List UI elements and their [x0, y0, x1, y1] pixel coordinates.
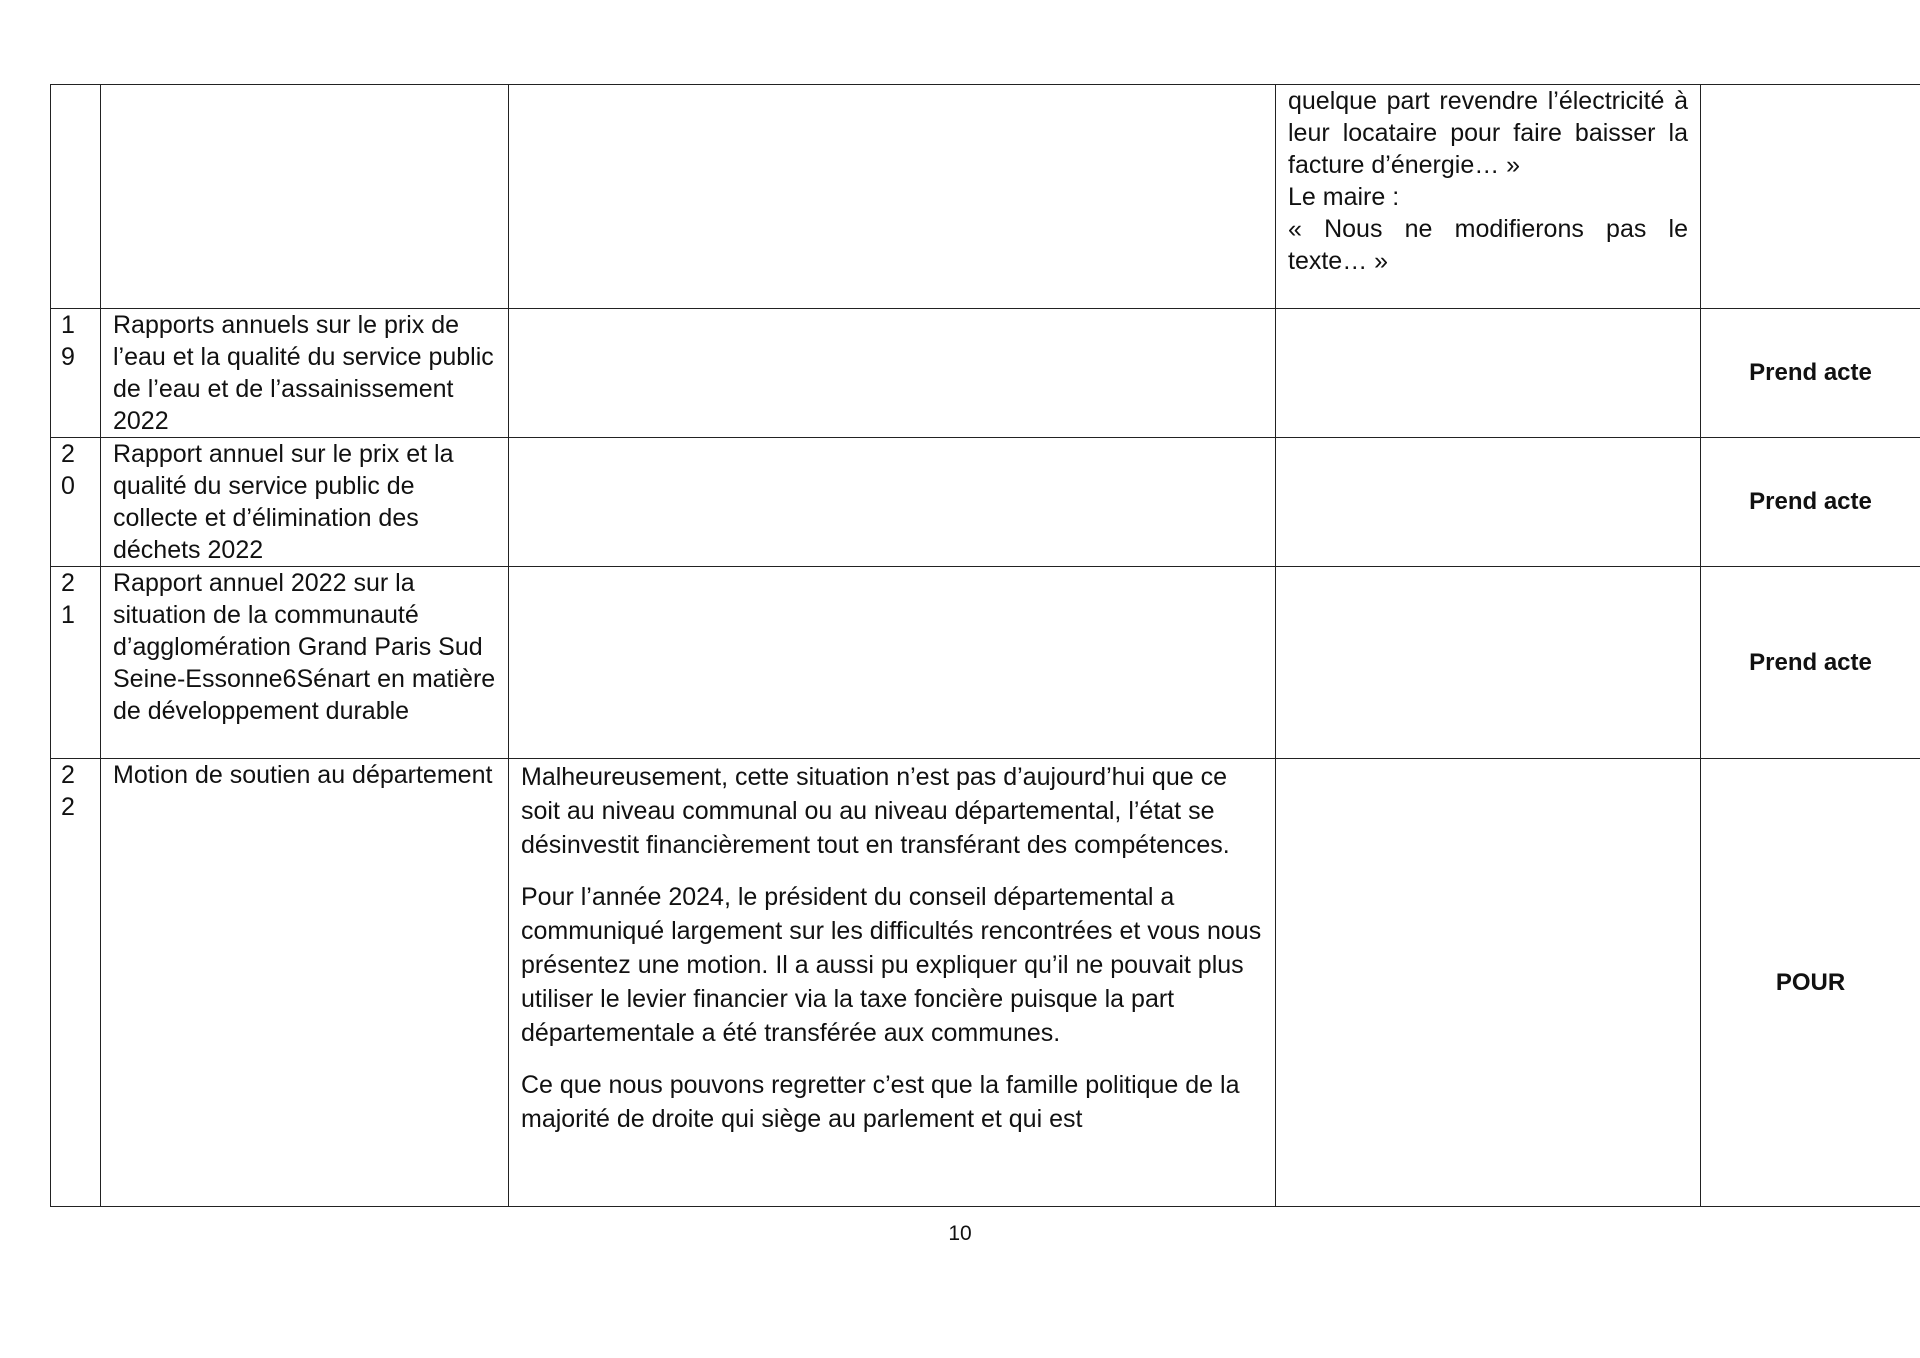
vote-cell: Prend acte — [1701, 438, 1920, 567]
item-number-cell — [51, 85, 101, 309]
minutes-table — [50, 84, 1920, 1207]
page-number: 10 — [948, 1222, 972, 1245]
intervention-paragraph: Pour l’année 2024, le président du conseil départemental a communiqué largement sur les difficultés rencontrées et vous nous présentez une motion. Il a aussi pu expliquer qu’il ne pouvait plus utiliser le levier financier via la taxe foncière puisque la part départementale a été transférée aux communes. — [521, 883, 1262, 1047]
item-number-digit: 1 — [61, 601, 75, 629]
item-number-digit: 2 — [61, 793, 75, 821]
table-row-continuation — [51, 85, 1920, 309]
vote-cell: Prend acte — [1701, 309, 1920, 438]
intervention-paragraph: Malheureusement, cette situation n’est pas d’aujourd’hui que ce soit au niveau communal ou au niveau départemental, l’état se désinvestit financièrement tout en transférant des compétences. — [521, 763, 1230, 859]
vote-cell: Prend acte — [1701, 567, 1920, 759]
remark-cell — [1276, 759, 1701, 1207]
remark-cell — [1276, 438, 1701, 567]
intervention-paragraph: Ce que nous pouvons regretter c’est que la famille politique de la majorité de droite qui siège au parlement et qui est — [521, 1071, 1240, 1133]
intervention-cell — [509, 567, 1276, 759]
vote-cell — [1701, 85, 1920, 309]
item-number-cell — [51, 438, 101, 567]
remark-cell — [1276, 567, 1701, 759]
item-title-cell: Rapports annuels sur le prix de l’eau et la qualité du service public de l’eau et de l’assainissement 2022 — [101, 309, 509, 438]
intervention-cell — [509, 759, 1276, 1207]
table-row-item-20 — [51, 438, 1920, 567]
table-row-item-21 — [51, 567, 1920, 759]
intervention-cell — [509, 309, 1276, 438]
intervention-cell — [509, 85, 1276, 309]
remark-paragraph: « Nous ne modifierons pas le texte… » — [1288, 215, 1688, 275]
table-row-item-19 — [51, 309, 1920, 438]
item-title-cell: Rapport annuel 2022 sur la situation de la communauté d’agglomération Grand Paris Sud Seine-Essonne6Sénart en matière de développement durable — [101, 567, 509, 759]
intervention-cell — [509, 438, 1276, 567]
item-number-digit: 2 — [61, 440, 75, 468]
remark-paragraph: Le maire : — [1288, 183, 1400, 211]
item-number-cell — [51, 567, 101, 759]
item-number-digit: 9 — [61, 343, 75, 371]
item-number-cell — [51, 759, 101, 1207]
vote-cell: POUR — [1701, 759, 1920, 1207]
item-title-cell: Motion de soutien au département — [101, 759, 509, 1207]
item-number-digit: 1 — [61, 311, 75, 339]
item-number-digit: 2 — [61, 569, 75, 597]
table-row-item-22 — [51, 759, 1920, 1207]
item-number-cell — [51, 309, 101, 438]
item-number-digit: 2 — [61, 761, 75, 789]
remark-cell — [1276, 309, 1701, 438]
remark-cell — [1276, 85, 1701, 309]
item-number-digit: 0 — [61, 472, 75, 500]
remark-paragraph: quelque part revendre l’électricité à leur locataire pour faire baisser la facture d’énergie… » — [1288, 87, 1688, 179]
item-title-cell: Rapport annuel sur le prix et la qualité du service public de collecte et d’élimination des déchets 2022 — [101, 438, 509, 567]
item-title-cell — [101, 85, 509, 309]
